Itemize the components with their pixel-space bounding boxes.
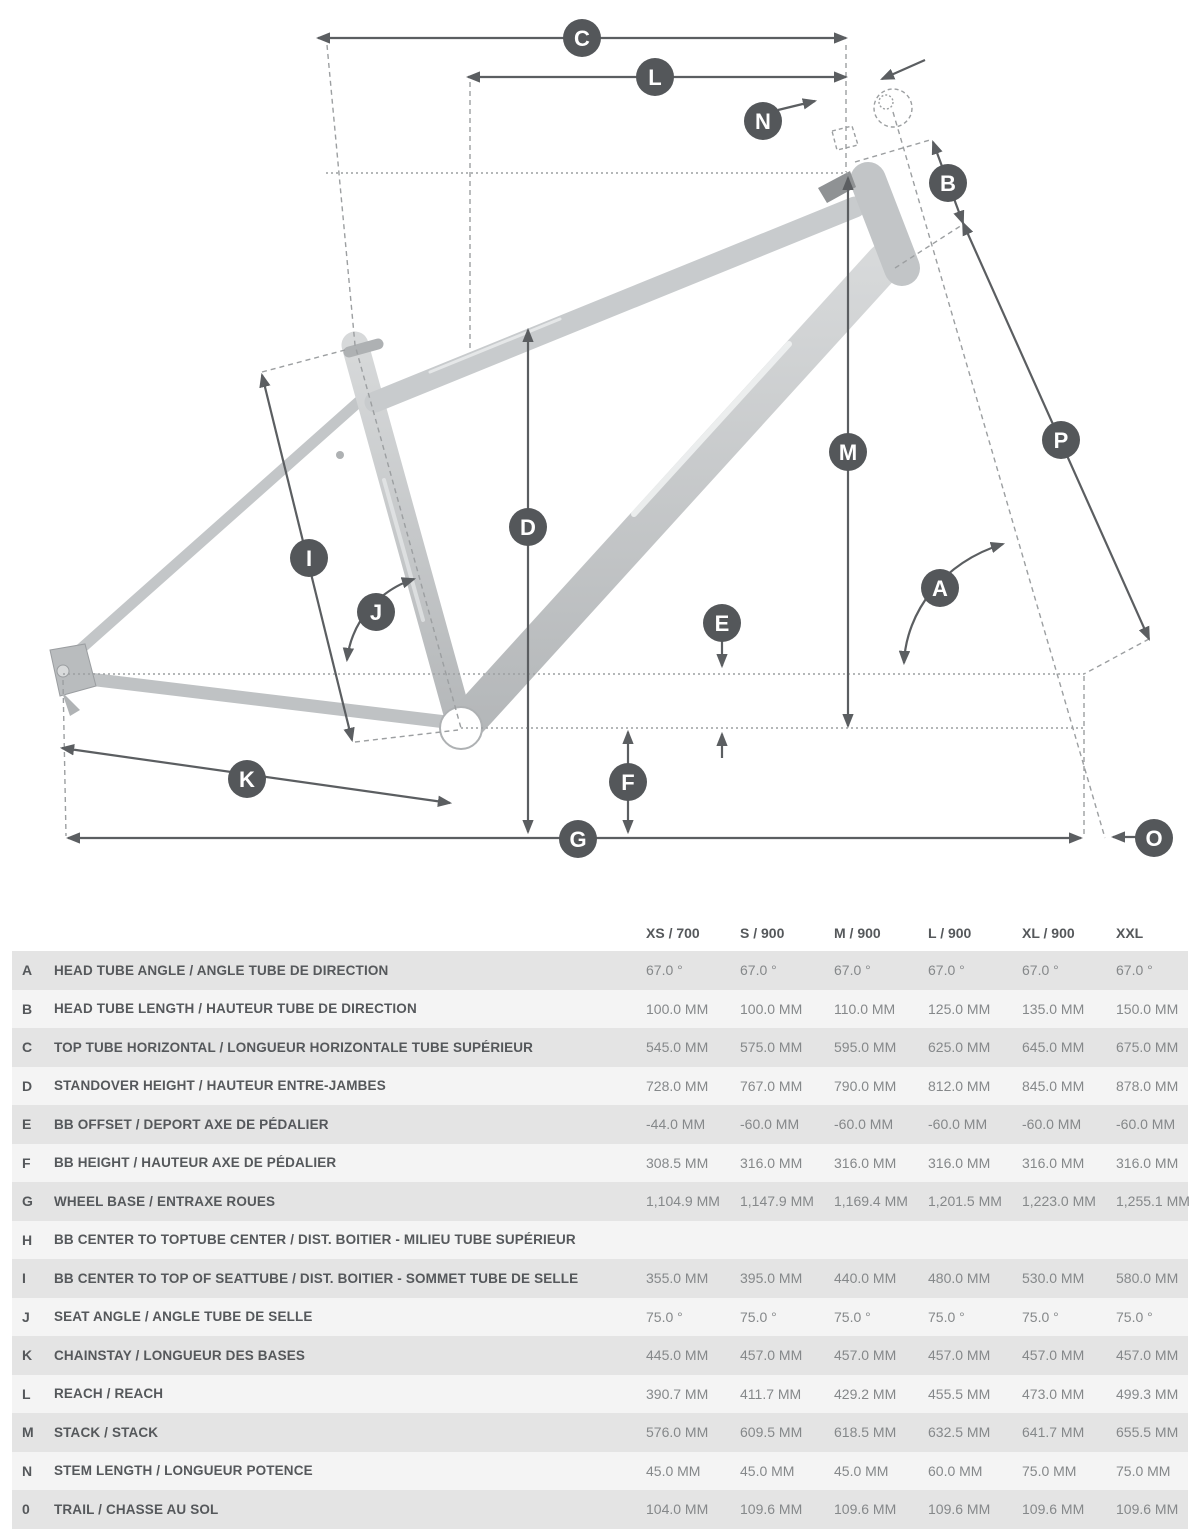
- frame-seat-collar: [349, 344, 378, 352]
- badge-j-letter: J: [369, 599, 383, 625]
- table-row-g: [12, 1182, 1188, 1221]
- table-row-j: [12, 1298, 1188, 1337]
- row-value: 150.0 MM: [1116, 1000, 1179, 1017]
- badge-e: [703, 604, 741, 642]
- row-value: 457.0 MM: [1022, 1347, 1085, 1364]
- row-letter: M: [22, 1424, 34, 1441]
- row-value: 75.0 °: [1116, 1308, 1153, 1325]
- handlebar-circle: [874, 89, 912, 127]
- row-value: 675.0 MM: [1116, 1039, 1179, 1056]
- row-value: 1,255.1 MM: [1116, 1193, 1190, 1210]
- row-value: 728.0 MM: [646, 1077, 709, 1094]
- row-value: 845.0 MM: [1022, 1077, 1085, 1094]
- row-label: TOP TUBE HORIZONTAL / LONGUEUR HORIZONTALE TUBE SUPÉRIEUR: [54, 1039, 534, 1055]
- column-header-xxl: XXL: [1116, 924, 1144, 941]
- row-value: 67.0 °: [1116, 962, 1153, 979]
- column-header-s: S / 900: [740, 924, 785, 941]
- row-label: STEM LENGTH / LONGUEUR POTENCE: [54, 1463, 313, 1479]
- seattube-top-tick: [262, 350, 345, 372]
- table-row-d: [12, 1067, 1188, 1106]
- row-value: 625.0 MM: [928, 1039, 991, 1056]
- row-value: 109.6 MM: [740, 1501, 803, 1518]
- row-label: BB OFFSET / DEPORT AXE DE PÉDALIER: [54, 1116, 329, 1132]
- row-value: 440.0 MM: [834, 1270, 897, 1287]
- column-header-xl: XL / 900: [1022, 924, 1075, 941]
- row-value: 355.0 MM: [646, 1270, 709, 1287]
- badge-l-letter: L: [648, 64, 662, 90]
- row-value: 1,104.9 MM: [646, 1193, 720, 1210]
- table-row-h: [12, 1221, 1188, 1260]
- dim-A-head-angle-arc: [904, 544, 1003, 663]
- badge-p: [1042, 421, 1080, 459]
- row-value: 655.5 MM: [1116, 1424, 1179, 1441]
- badge-i: [290, 539, 328, 577]
- row-value: 580.0 MM: [1116, 1270, 1179, 1287]
- badge-n-letter: N: [755, 108, 771, 134]
- row-value: 109.6 MM: [928, 1501, 991, 1518]
- row-value: 473.0 MM: [1022, 1385, 1085, 1402]
- row-value: 545.0 MM: [646, 1039, 709, 1056]
- dimension-arrows: [62, 38, 1149, 838]
- row-value: 457.0 MM: [928, 1347, 991, 1364]
- row-value: 767.0 MM: [740, 1077, 803, 1094]
- table-row-l: [12, 1375, 1188, 1414]
- row-letter: C: [22, 1039, 33, 1056]
- badge-p-letter: P: [1053, 427, 1069, 453]
- table-row-c: [12, 1028, 1188, 1067]
- dim-N-stem-pointer: [778, 101, 815, 110]
- badge-c-letter: C: [574, 25, 590, 51]
- badge-f-letter: F: [621, 769, 635, 795]
- row-label: BB CENTER TO TOP OF SEATTUBE / DIST. BOITIER - SOMMET TUBE DE SELLE: [54, 1270, 579, 1286]
- row-value: -60.0 MM: [928, 1116, 988, 1133]
- row-value: 316.0 MM: [740, 1154, 803, 1171]
- table-row-n: [12, 1452, 1188, 1491]
- row-value: 75.0 MM: [1022, 1462, 1077, 1479]
- badge-f: [609, 763, 647, 801]
- row-value: -60.0 MM: [740, 1116, 800, 1133]
- row-value: 67.0 °: [740, 962, 777, 979]
- rear-axle-vertical: [63, 680, 66, 836]
- row-value: -60.0 MM: [834, 1116, 894, 1133]
- row-value: 455.5 MM: [928, 1385, 991, 1402]
- rear-axle: [57, 665, 69, 677]
- table-row-b: [12, 990, 1188, 1029]
- row-letter: 0: [22, 1501, 30, 1518]
- row-letter: L: [22, 1385, 31, 1402]
- row-value: 645.0 MM: [1022, 1039, 1085, 1056]
- row-value: 67.0 °: [834, 962, 871, 979]
- row-value: 641.7 MM: [1022, 1424, 1085, 1441]
- row-value: 1,147.9 MM: [740, 1193, 814, 1210]
- column-header-xs: XS / 700: [646, 924, 700, 941]
- row-value: 457.0 MM: [740, 1347, 803, 1364]
- badge-e-letter: E: [714, 610, 730, 636]
- row-value: 308.5 MM: [646, 1154, 709, 1171]
- badge-g: [559, 820, 597, 858]
- bike-frame: [50, 171, 902, 749]
- row-value: 575.0 MM: [740, 1039, 803, 1056]
- row-value: 457.0 MM: [834, 1347, 897, 1364]
- row-value: 75.0 °: [740, 1308, 777, 1325]
- row-value: 316.0 MM: [834, 1154, 897, 1171]
- row-value: 45.0 MM: [740, 1462, 795, 1479]
- row-letter: G: [22, 1193, 33, 1210]
- badge-g-letter: G: [569, 826, 587, 852]
- row-value: 75.0 MM: [1116, 1462, 1171, 1479]
- row-value: 457.0 MM: [1116, 1347, 1179, 1364]
- row-value: 125.0 MM: [928, 1000, 991, 1017]
- row-value: 1,201.5 MM: [928, 1193, 1002, 1210]
- table-row-0: [12, 1490, 1188, 1529]
- table-row-a: [12, 951, 1188, 990]
- row-letter: B: [22, 1000, 33, 1017]
- badge-a-letter: A: [932, 575, 948, 601]
- row-value: 75.0 °: [834, 1308, 871, 1325]
- row-letter: E: [22, 1116, 32, 1133]
- badge-i-letter: I: [305, 545, 313, 571]
- row-value: 878.0 MM: [1116, 1077, 1179, 1094]
- badge-k-letter: K: [239, 766, 255, 792]
- steering-axis-line: [893, 112, 1105, 838]
- frame-bottle-boss: [336, 451, 344, 459]
- row-value: 75.0 °: [928, 1308, 965, 1325]
- row-label: BB CENTER TO TOPTUBE CENTER / DIST. BOITIER - MILIEU TUBE SUPÉRIEUR: [54, 1232, 576, 1248]
- frame-downtube-highlight: [634, 344, 789, 514]
- row-value: 45.0 MM: [834, 1462, 889, 1479]
- badge-d: [509, 508, 547, 546]
- row-value: 445.0 MM: [646, 1347, 709, 1364]
- headtube-box-top: [855, 140, 930, 162]
- row-letter: H: [22, 1231, 33, 1248]
- badge-d-letter: D: [520, 514, 536, 540]
- row-value: 67.0 °: [646, 962, 683, 979]
- row-value: 67.0 °: [928, 962, 965, 979]
- row-value: 429.2 MM: [834, 1385, 897, 1402]
- row-value: 790.0 MM: [834, 1077, 897, 1094]
- row-letter: D: [22, 1077, 33, 1094]
- row-value: 480.0 MM: [928, 1270, 991, 1287]
- table-row-e: [12, 1105, 1188, 1144]
- row-label: STANDOVER HEIGHT / HAUTEUR ENTRE-JAMBES: [54, 1078, 386, 1094]
- row-value: 618.5 MM: [834, 1424, 897, 1441]
- frame-seatstay: [66, 390, 372, 662]
- row-value: 530.0 MM: [1022, 1270, 1085, 1287]
- column-header-l: L / 900: [928, 924, 972, 941]
- row-value: 812.0 MM: [928, 1077, 991, 1094]
- row-value: -60.0 MM: [1116, 1116, 1176, 1133]
- table-row-k: [12, 1336, 1188, 1375]
- row-label: REACH / REACH: [54, 1386, 164, 1402]
- row-letter: I: [22, 1270, 26, 1287]
- row-letter: A: [22, 962, 33, 979]
- badge-l: [636, 58, 674, 96]
- row-value: 135.0 MM: [1022, 1000, 1085, 1017]
- row-value: 109.6 MM: [834, 1501, 897, 1518]
- row-value: 1,223.0 MM: [1022, 1193, 1096, 1210]
- dim-N-stem-pointer-2: [882, 60, 925, 79]
- badge-b-letter: B: [940, 170, 956, 196]
- badge-k: [228, 760, 266, 798]
- geometry-table: [12, 914, 1188, 1529]
- row-label: BB HEIGHT / HAUTEUR AXE DE PÉDALIER: [54, 1155, 337, 1171]
- row-value: 75.0 °: [1022, 1308, 1059, 1325]
- table-row-m: [12, 1413, 1188, 1452]
- row-value: 1,169.4 MM: [834, 1193, 908, 1210]
- badge-j: [357, 593, 395, 631]
- row-label: WHEEL BASE / ENTRAXE ROUES: [54, 1193, 276, 1209]
- row-value: 45.0 MM: [646, 1462, 701, 1479]
- badge-m-letter: M: [838, 439, 858, 465]
- badge-n: [744, 102, 782, 140]
- row-value: 100.0 MM: [646, 1000, 709, 1017]
- row-value: 67.0 °: [1022, 962, 1059, 979]
- row-value: 109.6 MM: [1116, 1501, 1179, 1518]
- row-value: 316.0 MM: [1116, 1154, 1179, 1171]
- table-row-f: [12, 1144, 1188, 1183]
- badge-m: [829, 433, 867, 471]
- row-value: 75.0 °: [646, 1308, 683, 1325]
- column-header-m: M / 900: [834, 924, 881, 941]
- row-value: 60.0 MM: [928, 1462, 983, 1479]
- row-label: SEAT ANGLE / ANGLE TUBE DE SELLE: [54, 1309, 313, 1325]
- row-value: 110.0 MM: [834, 1000, 896, 1017]
- badge-a: [921, 569, 959, 607]
- badge-b: [929, 164, 967, 202]
- frame-chainstay: [64, 676, 446, 722]
- row-value: 411.7 MM: [740, 1385, 802, 1402]
- construction-lines: [63, 45, 1149, 838]
- table-header-row: [12, 914, 1188, 951]
- row-letter: K: [22, 1347, 33, 1364]
- row-value: 576.0 MM: [646, 1424, 709, 1441]
- row-value: 109.6 MM: [1022, 1501, 1085, 1518]
- stem-outline: [832, 126, 858, 150]
- frame-derailleur-hanger: [62, 692, 80, 716]
- row-value: 609.5 MM: [740, 1424, 803, 1441]
- row-value: 316.0 MM: [1022, 1154, 1085, 1171]
- row-value: -44.0 MM: [646, 1116, 706, 1133]
- row-value: 395.0 MM: [740, 1270, 803, 1287]
- row-letter: N: [22, 1462, 33, 1479]
- row-label: HEAD TUBE ANGLE / ANGLE TUBE DE DIRECTION: [54, 962, 389, 978]
- row-value: 499.3 MM: [1116, 1385, 1179, 1402]
- row-letter: J: [22, 1308, 30, 1325]
- row-value: 390.7 MM: [646, 1385, 709, 1402]
- frame-cable-port: [800, 283, 811, 296]
- badge-c: [563, 19, 601, 57]
- table-row-i: [12, 1259, 1188, 1298]
- row-label: STACK / STACK: [54, 1424, 159, 1440]
- fork-length-tick: [1084, 639, 1149, 674]
- row-label: TRAIL / CHASSE AU SOL: [54, 1501, 219, 1517]
- row-value: 316.0 MM: [928, 1154, 991, 1171]
- row-label: HEAD TUBE LENGTH / HAUTEUR TUBE DE DIRECTION: [54, 1001, 417, 1017]
- row-value: 632.5 MM: [928, 1424, 991, 1441]
- row-label: CHAINSTAY / LONGUEUR DES BASES: [54, 1347, 306, 1363]
- handlebar-inner-circle: [879, 95, 893, 109]
- row-letter: F: [22, 1154, 31, 1171]
- badge-o: [1135, 819, 1173, 857]
- badge-o-letter: O: [1145, 825, 1163, 851]
- row-value: -60.0 MM: [1022, 1116, 1082, 1133]
- row-value: 104.0 MM: [646, 1501, 709, 1518]
- row-value: 595.0 MM: [834, 1039, 897, 1056]
- row-value: 100.0 MM: [740, 1000, 803, 1017]
